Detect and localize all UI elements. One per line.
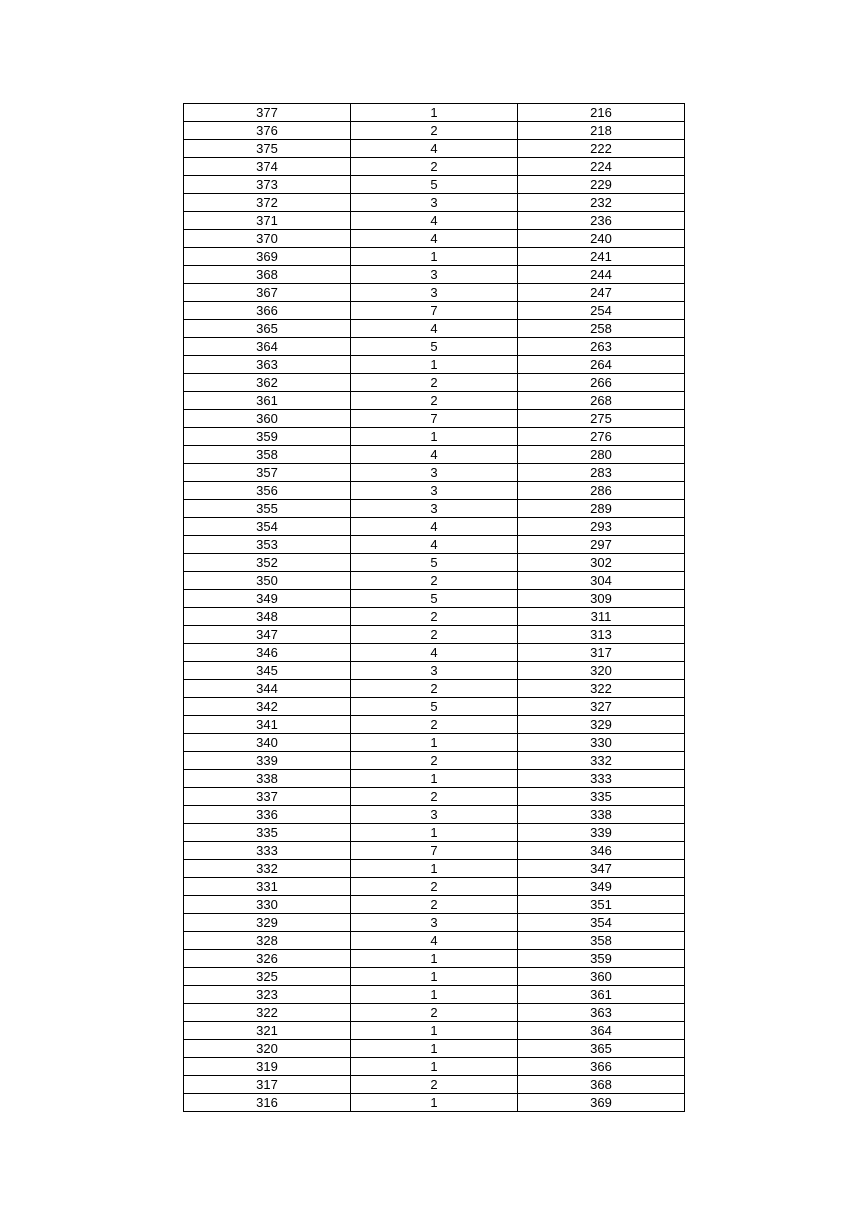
score-cell: 316 xyxy=(184,1094,351,1112)
table-row xyxy=(184,644,685,662)
cumulative-cell: 247 xyxy=(518,284,685,302)
score-cell: 348 xyxy=(184,608,351,626)
score-cell: 368 xyxy=(184,266,351,284)
count-cell: 2 xyxy=(351,716,518,734)
cumulative-cell: 263 xyxy=(518,338,685,356)
table-row xyxy=(184,500,685,518)
cumulative-cell: 313 xyxy=(518,626,685,644)
cumulative-cell: 354 xyxy=(518,914,685,932)
table-row xyxy=(184,176,685,194)
score-cell: 320 xyxy=(184,1040,351,1058)
table-row xyxy=(184,320,685,338)
cumulative-cell: 229 xyxy=(518,176,685,194)
table-row xyxy=(184,1076,685,1094)
table-row xyxy=(184,284,685,302)
count-cell: 2 xyxy=(351,896,518,914)
score-cell: 322 xyxy=(184,1004,351,1022)
score-cell: 353 xyxy=(184,536,351,554)
table-row xyxy=(184,392,685,410)
cumulative-cell: 327 xyxy=(518,698,685,716)
table-row xyxy=(184,410,685,428)
table-row xyxy=(184,158,685,176)
score-cell: 360 xyxy=(184,410,351,428)
table-row xyxy=(184,374,685,392)
count-cell: 2 xyxy=(351,572,518,590)
table-row xyxy=(184,230,685,248)
cumulative-cell: 254 xyxy=(518,302,685,320)
cumulative-cell: 286 xyxy=(518,482,685,500)
table-row xyxy=(184,734,685,752)
table-row xyxy=(184,1004,685,1022)
cumulative-cell: 216 xyxy=(518,104,685,122)
count-cell: 4 xyxy=(351,644,518,662)
table-row xyxy=(184,806,685,824)
count-cell: 1 xyxy=(351,104,518,122)
table-row xyxy=(184,824,685,842)
count-cell: 3 xyxy=(351,914,518,932)
cumulative-cell: 218 xyxy=(518,122,685,140)
count-cell: 2 xyxy=(351,680,518,698)
cumulative-cell: 293 xyxy=(518,518,685,536)
count-cell: 3 xyxy=(351,806,518,824)
cumulative-cell: 369 xyxy=(518,1094,685,1112)
cumulative-cell: 338 xyxy=(518,806,685,824)
score-cell: 367 xyxy=(184,284,351,302)
table-row xyxy=(184,626,685,644)
score-cell: 362 xyxy=(184,374,351,392)
table-row xyxy=(184,878,685,896)
count-cell: 5 xyxy=(351,554,518,572)
count-cell: 3 xyxy=(351,284,518,302)
score-cell: 321 xyxy=(184,1022,351,1040)
table-row xyxy=(184,212,685,230)
table-row xyxy=(184,248,685,266)
table-row xyxy=(184,122,685,140)
count-cell: 3 xyxy=(351,194,518,212)
count-cell: 2 xyxy=(351,752,518,770)
count-cell: 2 xyxy=(351,374,518,392)
table-row xyxy=(184,716,685,734)
cumulative-cell: 329 xyxy=(518,716,685,734)
score-table xyxy=(183,103,685,1112)
table-row xyxy=(184,194,685,212)
count-cell: 1 xyxy=(351,734,518,752)
count-cell: 1 xyxy=(351,1094,518,1112)
cumulative-cell: 366 xyxy=(518,1058,685,1076)
score-cell: 350 xyxy=(184,572,351,590)
table-row xyxy=(184,950,685,968)
count-cell: 7 xyxy=(351,410,518,428)
score-cell: 377 xyxy=(184,104,351,122)
score-cell: 326 xyxy=(184,950,351,968)
table-row xyxy=(184,1058,685,1076)
table-row xyxy=(184,518,685,536)
count-cell: 2 xyxy=(351,392,518,410)
count-cell: 3 xyxy=(351,662,518,680)
count-cell: 1 xyxy=(351,1022,518,1040)
count-cell: 2 xyxy=(351,158,518,176)
count-cell: 2 xyxy=(351,1004,518,1022)
count-cell: 1 xyxy=(351,356,518,374)
score-cell: 340 xyxy=(184,734,351,752)
cumulative-cell: 346 xyxy=(518,842,685,860)
table-row xyxy=(184,572,685,590)
table-row xyxy=(184,536,685,554)
count-cell: 1 xyxy=(351,770,518,788)
table-row xyxy=(184,770,685,788)
table-row xyxy=(184,860,685,878)
table-row xyxy=(184,554,685,572)
cumulative-cell: 289 xyxy=(518,500,685,518)
cumulative-cell: 268 xyxy=(518,392,685,410)
table-row xyxy=(184,338,685,356)
table-row xyxy=(184,662,685,680)
count-cell: 1 xyxy=(351,1058,518,1076)
score-cell: 373 xyxy=(184,176,351,194)
cumulative-cell: 360 xyxy=(518,968,685,986)
score-cell: 354 xyxy=(184,518,351,536)
count-cell: 1 xyxy=(351,428,518,446)
count-cell: 1 xyxy=(351,968,518,986)
count-cell: 5 xyxy=(351,338,518,356)
count-cell: 2 xyxy=(351,1076,518,1094)
table-row xyxy=(184,482,685,500)
count-cell: 3 xyxy=(351,464,518,482)
score-cell: 359 xyxy=(184,428,351,446)
score-cell: 338 xyxy=(184,770,351,788)
cumulative-cell: 361 xyxy=(518,986,685,1004)
cumulative-cell: 359 xyxy=(518,950,685,968)
cumulative-cell: 280 xyxy=(518,446,685,464)
count-cell: 2 xyxy=(351,122,518,140)
score-cell: 364 xyxy=(184,338,351,356)
table-row xyxy=(184,896,685,914)
count-cell: 4 xyxy=(351,518,518,536)
count-cell: 4 xyxy=(351,446,518,464)
cumulative-cell: 311 xyxy=(518,608,685,626)
score-cell: 355 xyxy=(184,500,351,518)
cumulative-cell: 317 xyxy=(518,644,685,662)
score-cell: 358 xyxy=(184,446,351,464)
count-cell: 1 xyxy=(351,986,518,1004)
score-table-body xyxy=(184,104,685,1112)
score-cell: 323 xyxy=(184,986,351,1004)
cumulative-cell: 266 xyxy=(518,374,685,392)
cumulative-cell: 347 xyxy=(518,860,685,878)
table-row xyxy=(184,1022,685,1040)
score-cell: 357 xyxy=(184,464,351,482)
table-row xyxy=(184,788,685,806)
count-cell: 4 xyxy=(351,140,518,158)
cumulative-cell: 264 xyxy=(518,356,685,374)
cumulative-cell: 365 xyxy=(518,1040,685,1058)
count-cell: 5 xyxy=(351,590,518,608)
table-row xyxy=(184,1040,685,1058)
score-cell: 349 xyxy=(184,590,351,608)
count-cell: 7 xyxy=(351,302,518,320)
table-row xyxy=(184,680,685,698)
score-cell: 374 xyxy=(184,158,351,176)
count-cell: 4 xyxy=(351,320,518,338)
cumulative-cell: 240 xyxy=(518,230,685,248)
count-cell: 7 xyxy=(351,842,518,860)
count-cell: 3 xyxy=(351,482,518,500)
score-cell: 344 xyxy=(184,680,351,698)
cumulative-cell: 244 xyxy=(518,266,685,284)
table-row xyxy=(184,932,685,950)
score-cell: 319 xyxy=(184,1058,351,1076)
count-cell: 2 xyxy=(351,788,518,806)
cumulative-cell: 358 xyxy=(518,932,685,950)
count-cell: 2 xyxy=(351,608,518,626)
cumulative-cell: 224 xyxy=(518,158,685,176)
score-cell: 342 xyxy=(184,698,351,716)
count-cell: 1 xyxy=(351,950,518,968)
table-row xyxy=(184,104,685,122)
table-row xyxy=(184,356,685,374)
cumulative-cell: 232 xyxy=(518,194,685,212)
cumulative-cell: 283 xyxy=(518,464,685,482)
score-cell: 361 xyxy=(184,392,351,410)
score-cell: 356 xyxy=(184,482,351,500)
cumulative-cell: 339 xyxy=(518,824,685,842)
table-row xyxy=(184,842,685,860)
table-row xyxy=(184,428,685,446)
table-row xyxy=(184,608,685,626)
count-cell: 1 xyxy=(351,1040,518,1058)
cumulative-cell: 333 xyxy=(518,770,685,788)
score-cell: 317 xyxy=(184,1076,351,1094)
score-cell: 376 xyxy=(184,122,351,140)
score-cell: 346 xyxy=(184,644,351,662)
score-cell: 333 xyxy=(184,842,351,860)
score-cell: 341 xyxy=(184,716,351,734)
table-row xyxy=(184,986,685,1004)
table-row xyxy=(184,698,685,716)
cumulative-cell: 335 xyxy=(518,788,685,806)
count-cell: 4 xyxy=(351,932,518,950)
cumulative-cell: 363 xyxy=(518,1004,685,1022)
cumulative-cell: 304 xyxy=(518,572,685,590)
cumulative-cell: 368 xyxy=(518,1076,685,1094)
table-row xyxy=(184,464,685,482)
cumulative-cell: 297 xyxy=(518,536,685,554)
table-row xyxy=(184,752,685,770)
score-cell: 325 xyxy=(184,968,351,986)
count-cell: 1 xyxy=(351,824,518,842)
count-cell: 5 xyxy=(351,698,518,716)
score-cell: 347 xyxy=(184,626,351,644)
score-cell: 345 xyxy=(184,662,351,680)
table-row xyxy=(184,1094,685,1112)
score-cell: 337 xyxy=(184,788,351,806)
cumulative-cell: 275 xyxy=(518,410,685,428)
score-cell: 336 xyxy=(184,806,351,824)
score-cell: 363 xyxy=(184,356,351,374)
score-cell: 332 xyxy=(184,860,351,878)
count-cell: 1 xyxy=(351,248,518,266)
cumulative-cell: 258 xyxy=(518,320,685,338)
score-cell: 339 xyxy=(184,752,351,770)
count-cell: 3 xyxy=(351,266,518,284)
score-cell: 370 xyxy=(184,230,351,248)
cumulative-cell: 302 xyxy=(518,554,685,572)
score-cell: 329 xyxy=(184,914,351,932)
score-cell: 366 xyxy=(184,302,351,320)
cumulative-cell: 330 xyxy=(518,734,685,752)
cumulative-cell: 320 xyxy=(518,662,685,680)
cumulative-cell: 236 xyxy=(518,212,685,230)
score-cell: 375 xyxy=(184,140,351,158)
count-cell: 1 xyxy=(351,860,518,878)
table-row xyxy=(184,302,685,320)
count-cell: 4 xyxy=(351,536,518,554)
cumulative-cell: 241 xyxy=(518,248,685,266)
score-cell: 335 xyxy=(184,824,351,842)
score-cell: 369 xyxy=(184,248,351,266)
cumulative-cell: 276 xyxy=(518,428,685,446)
cumulative-cell: 364 xyxy=(518,1022,685,1040)
count-cell: 4 xyxy=(351,212,518,230)
count-cell: 2 xyxy=(351,878,518,896)
table-row xyxy=(184,140,685,158)
cumulative-cell: 351 xyxy=(518,896,685,914)
score-cell: 372 xyxy=(184,194,351,212)
table-row xyxy=(184,266,685,284)
score-cell: 365 xyxy=(184,320,351,338)
score-cell: 331 xyxy=(184,878,351,896)
cumulative-cell: 332 xyxy=(518,752,685,770)
table-row xyxy=(184,590,685,608)
count-cell: 2 xyxy=(351,626,518,644)
count-cell: 5 xyxy=(351,176,518,194)
score-cell: 371 xyxy=(184,212,351,230)
count-cell: 3 xyxy=(351,500,518,518)
table-row xyxy=(184,914,685,932)
table-row xyxy=(184,446,685,464)
cumulative-cell: 349 xyxy=(518,878,685,896)
cumulative-cell: 222 xyxy=(518,140,685,158)
score-cell: 352 xyxy=(184,554,351,572)
score-cell: 330 xyxy=(184,896,351,914)
score-cell: 328 xyxy=(184,932,351,950)
cumulative-cell: 322 xyxy=(518,680,685,698)
count-cell: 4 xyxy=(351,230,518,248)
table-row xyxy=(184,968,685,986)
cumulative-cell: 309 xyxy=(518,590,685,608)
